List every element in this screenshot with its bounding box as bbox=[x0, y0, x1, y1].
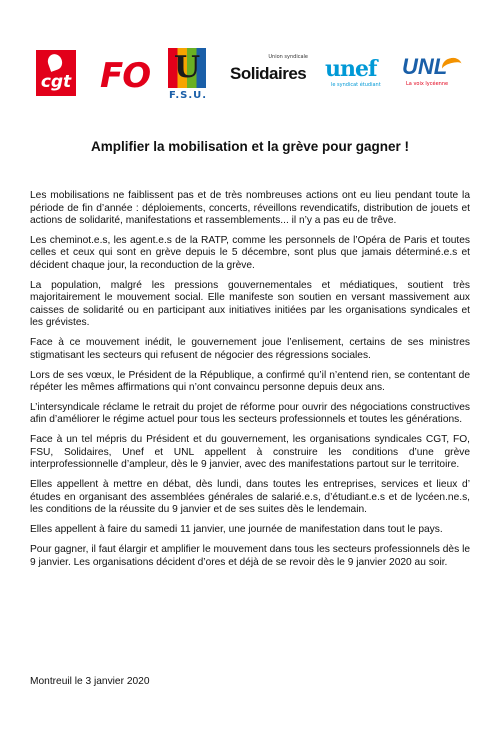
unl-logo-subtitle: La voix lycéenne bbox=[406, 81, 449, 87]
fsu-logo-label: F.S.U. bbox=[168, 90, 208, 101]
paragraph: Face à un tel mépris du Président et du gouvernement, les organisations syndicales CGT, FO, FSU, Solidaires, Unef et UNL appellent à construire les conditions d’une grève interprofessionnelle d’ampleur, dès le 9 janvier, avec des manifestations partout sur le territoire. bbox=[30, 434, 470, 471]
unef-logo-subtitle: le syndicat étudiant bbox=[331, 82, 381, 88]
unl-logo bbox=[402, 54, 470, 94]
fo-logo: FO bbox=[100, 56, 151, 96]
signature-line: Montreuil le 3 janvier 2020 bbox=[30, 676, 150, 687]
unl-logo-text: UNL bbox=[402, 54, 448, 79]
cgt-logo-text: cgt bbox=[40, 72, 72, 92]
document-title: Amplifier la mobilisation et la grève pour gagner ! bbox=[90, 139, 410, 154]
cgt-logo bbox=[36, 50, 76, 96]
paragraph: Pour gagner, il faut élargir et amplifier le mouvement dans tous les secteurs professionnels dès le 9 janvier. Les organisations décident d’ores et déjà de se revoir dès le 9 janvier 2020 au soir. bbox=[30, 544, 470, 568]
paragraph: La population, malgré les pressions gouvernementales et médiatiques, soutient très majoritairement le mouvement social. Elle manifeste son soutien en versant massivement aux caisses de solidarité ou en participant aux initiatives initiées par les organisations syndicales et les grévistes. bbox=[30, 279, 470, 329]
cgt-flame-icon bbox=[46, 52, 65, 72]
paragraph: L’intersyndicale réclame le retrait du projet de réforme pour ouvrir des négociations constructives afin d’améliorer le régime actuel pour tous les secteurs professionnels et toutes les générations. bbox=[30, 401, 470, 426]
unef-logo bbox=[325, 56, 395, 96]
unef-logo-text: unef bbox=[325, 56, 377, 82]
paragraph: Face à ce mouvement inédit, le gouvernement joue l’enlisement, certains de ses ministres stigmatisant les secteurs qui refusent de négocier des régressions sociales. bbox=[30, 337, 470, 361]
paragraph: Elles appellent à faire du samedi 11 janvier, une journée de manifestation dans tout le pays. bbox=[30, 524, 443, 536]
paragraph: Les mobilisations ne faiblissent pas et de très nombreuses actions ont eu lieu pendant toute la période de fin d’année : déploiements, concerts, réveillons revendicatifs, distribution de jouets et actions de solidarité, manifestations et rassemblements... il n’y a pas eu de trêve. bbox=[30, 190, 470, 226]
fsu-logo-mark: U bbox=[174, 50, 201, 85]
solidaires-logo-text: Solidaires bbox=[230, 64, 307, 83]
union-logos bbox=[30, 44, 470, 104]
document-body bbox=[30, 190, 470, 576]
solidaires-union-text: Union syndicale bbox=[268, 54, 308, 60]
solidaires-logo bbox=[230, 54, 310, 94]
paragraph: Lors de ses vœux, le Président de la République, a confirmé qu’il n’entend rien, se contentant de répéter les mêmes affirmations qui n’ont convaincu personne depuis deux ans. bbox=[30, 369, 470, 394]
paragraph: Elles appellent à mettre en débat, dès lundi, dans toutes les entreprises, services et lieux d’ études en organisant des assemblées générales de salarié.e.s, d’étudiant.e.s et de lycéen.ne.s, les conditions de la réussite du 9 janvier et de ses suites dès le lendemain. bbox=[30, 479, 470, 516]
fsu-logo bbox=[168, 48, 208, 106]
paragraph: Les cheminot.e.s, les agent.e.s de la RATP, comme les personnels de l’Opéra de Paris et toutes celles et ceux qui sont en grève depuis le 5 décembre, sont plus que jamais déterminé.e.s et décident chaque jour, la reconduction de la grève. bbox=[30, 234, 470, 271]
